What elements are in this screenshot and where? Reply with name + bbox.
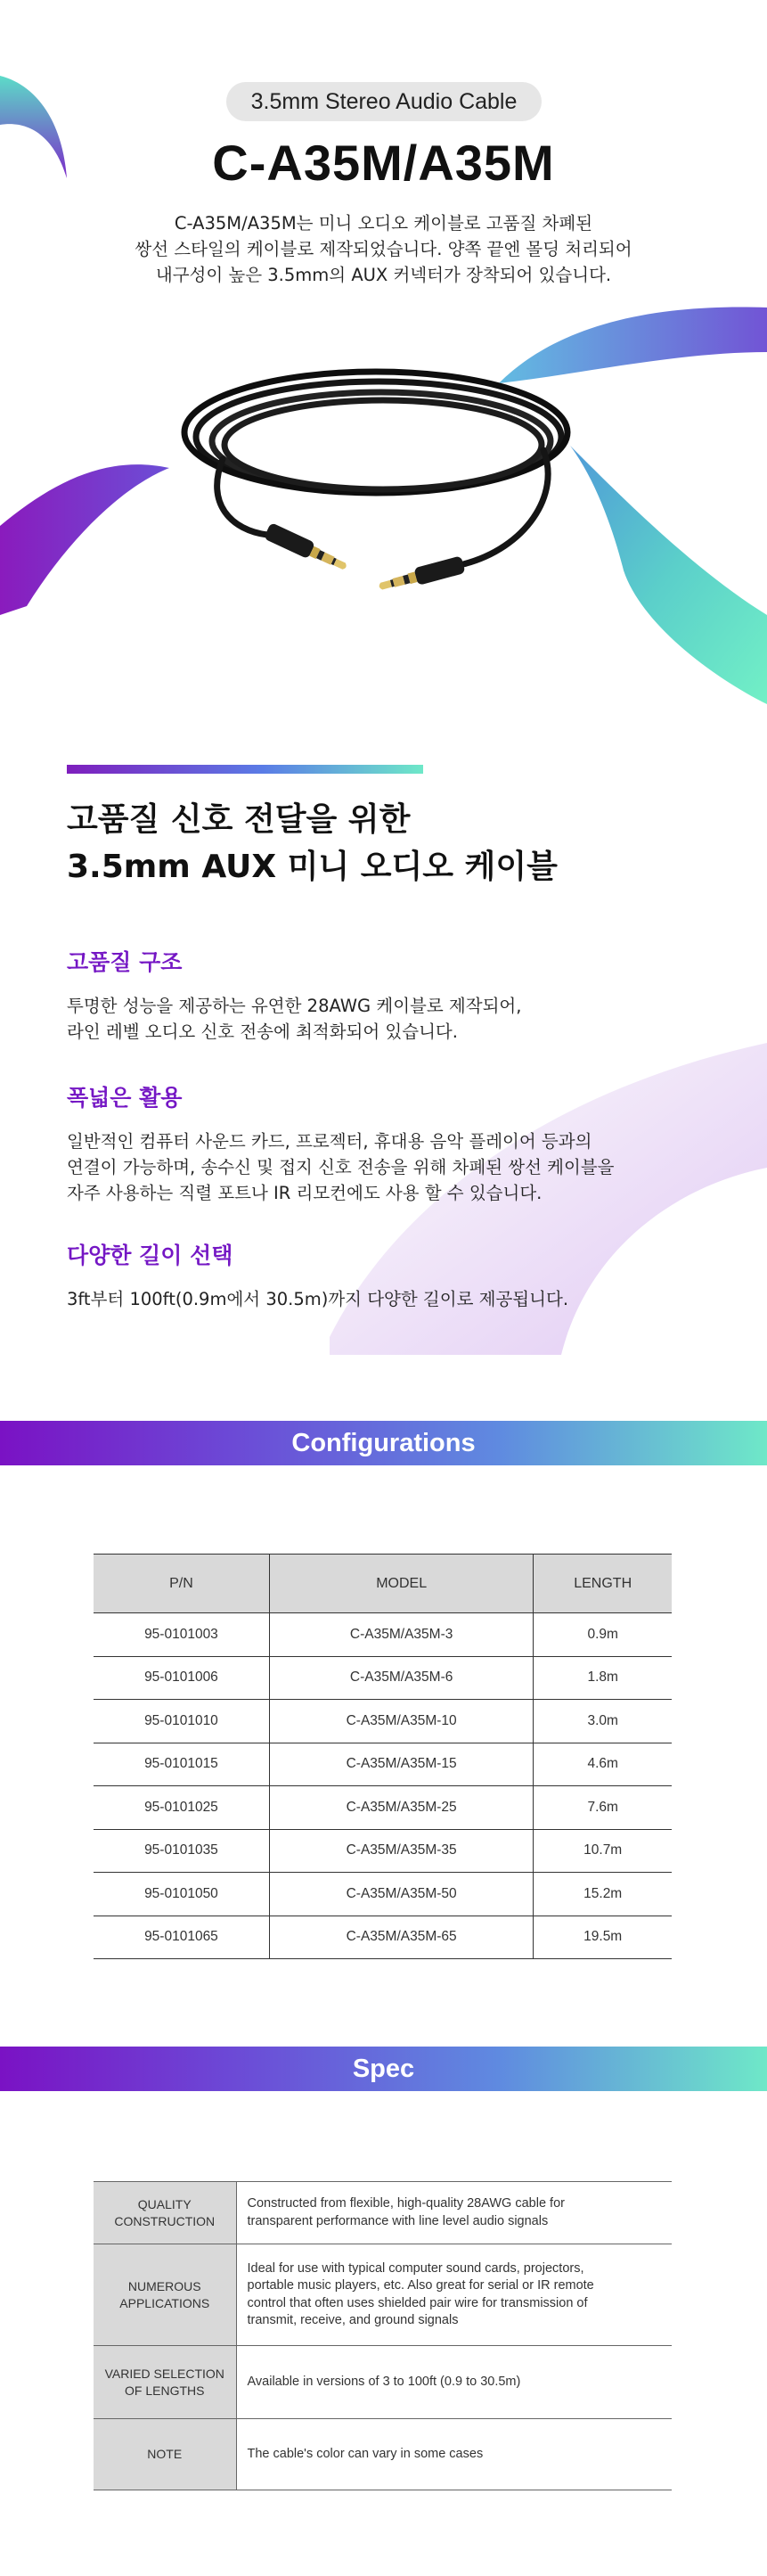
cell-model: C-A35M/A35M-15 (269, 1743, 534, 1786)
cell-pn: 95-0101065 (94, 1916, 269, 1959)
feature-line: 라인 레벨 오디오 신호 전송에 최적화되어 있습니다. (67, 1021, 458, 1042)
feature-line: 자주 사용하는 직렬 포트나 IR 리모컨에도 사용 할 수 있습니다. (67, 1183, 543, 1203)
feature-line: 연결이 가능하며, 송수신 및 접지 신호 전송을 위해 차폐된 쌍선 케이블을 (67, 1157, 615, 1177)
cell-length: 10.7m (534, 1829, 672, 1873)
table-header-row (94, 1555, 672, 1613)
intro-line: C-A35M/A35M는 미니 오디오 케이블로 고품질 차폐된 (174, 213, 593, 234)
feature-quality-construction (67, 945, 708, 1045)
table-row (94, 1916, 672, 1959)
spec-value-line: transmit, receive, and ground signals (247, 2313, 459, 2327)
table-row (94, 1700, 672, 1743)
spec-value (236, 2419, 672, 2490)
cell-model: C-A35M/A35M-65 (269, 1916, 534, 1959)
cell-model: C-A35M/A35M-50 (269, 1873, 534, 1916)
spec-label (94, 2244, 236, 2346)
spec-label-line: NOTE (147, 2447, 183, 2461)
spec-value-line: control that often uses shielded pair wire for transmission of (247, 2295, 588, 2310)
features-title (67, 796, 690, 890)
table-row (94, 1786, 672, 1830)
spec-value-line: The cable's color can vary in some cases (247, 2446, 484, 2461)
cell-length: 7.6m (534, 1786, 672, 1830)
spec-value-line: portable music players, etc. Also great for serial or IR remote (247, 2278, 594, 2293)
spec-value-line: transparent performance with line level audio signals (247, 2213, 549, 2228)
spec-label (94, 2419, 236, 2490)
features-title-line: 3.5mm AUX 미니 오디오 케이블 (67, 849, 558, 885)
cell-length: 4.6m (534, 1743, 672, 1786)
feature-heading: 고품질 구조 (67, 949, 183, 975)
cell-pn: 95-0101015 (94, 1743, 269, 1786)
spec-value (236, 2182, 672, 2244)
cell-pn: 95-0101050 (94, 1873, 269, 1916)
spec-value-line: Ideal for use with typical computer sound cards, projectors, (247, 2260, 584, 2276)
table-row (94, 1873, 672, 1916)
spec-label-line: APPLICATIONS (119, 2295, 210, 2310)
hero-section (0, 0, 767, 713)
cell-pn: 95-0101003 (94, 1613, 269, 1657)
feature-text (67, 993, 708, 1045)
cell-length: 15.2m (534, 1873, 672, 1916)
feature-wide-applications (67, 1080, 708, 1206)
spec-value-line: Available in versions of 3 to 100ft (0.9 to 30.5m) (247, 2374, 521, 2389)
cell-length: 3.0m (534, 1700, 672, 1743)
table-row (94, 1656, 672, 1700)
table-row (94, 1613, 672, 1657)
spec-label-line: OF LENGTHS (125, 2383, 205, 2398)
cell-pn: 95-0101035 (94, 1829, 269, 1873)
feature-text (67, 1286, 708, 1312)
cell-model: C-A35M/A35M-6 (269, 1656, 534, 1700)
spec-label (94, 2346, 236, 2419)
cell-model: C-A35M/A35M-35 (269, 1829, 534, 1873)
cell-model: C-A35M/A35M-10 (269, 1700, 534, 1743)
spec-label-line: VARIED SELECTION (104, 2366, 224, 2381)
cell-pn: 95-0101025 (94, 1786, 269, 1830)
spec-banner: Spec (0, 2047, 767, 2091)
table-row (94, 1743, 672, 1786)
features-title-line: 고품질 신호 전달을 위한 (67, 801, 411, 838)
product-cable-image (169, 352, 588, 615)
spec-row-note (94, 2419, 672, 2490)
spec-row-applications (94, 2244, 672, 2346)
feature-line: 3ft부터 100ft(0.9m에서 30.5m)까지 다양한 길이로 제공됩니다. (67, 1289, 569, 1309)
feature-heading: 폭넓은 활용 (67, 1085, 183, 1111)
configurations-banner: Configurations (0, 1421, 767, 1465)
column-header-model: MODEL (269, 1555, 534, 1613)
spec-row-lengths (94, 2346, 672, 2419)
model-title: C-A35M/A35M (212, 135, 555, 191)
intro-line: 쌍선 스타일의 케이블로 제작되었습니다. 양쪽 끝엔 몰딩 처리되어 (135, 239, 632, 259)
feature-length-selection (67, 1238, 708, 1312)
spec-value (236, 2244, 672, 2346)
product-category-pill: 3.5mm Stereo Audio Cable (226, 82, 542, 121)
spec-label-line: NUMEROUS (127, 2278, 201, 2293)
spec-value (236, 2346, 672, 2419)
spec-label (94, 2182, 236, 2244)
spec-label-line: QUALITY (137, 2196, 192, 2211)
cell-model: C-A35M/A35M-25 (269, 1786, 534, 1830)
spec-row-quality (94, 2182, 672, 2244)
cell-pn: 95-0101010 (94, 1700, 269, 1743)
spec-value-line: Constructed from flexible, high-quality 28AWG cable for (247, 2196, 565, 2211)
cell-length: 1.8m (534, 1656, 672, 1700)
column-header-pn: P/N (94, 1555, 269, 1613)
cell-length: 19.5m (534, 1916, 672, 1959)
feature-line: 일반적인 컴퓨터 사운드 카드, 프로젝터, 휴대용 음악 플레이어 등과의 (67, 1131, 592, 1152)
feature-text (67, 1128, 708, 1206)
cell-pn: 95-0101006 (94, 1656, 269, 1700)
feature-heading: 다양한 길이 선택 (67, 1243, 233, 1268)
configurations-table (94, 1554, 672, 1959)
table-row (94, 1829, 672, 1873)
column-header-length: LENGTH (534, 1555, 672, 1613)
features-accent-bar (67, 765, 423, 774)
cell-model: C-A35M/A35M-3 (269, 1613, 534, 1657)
right-plug (377, 555, 465, 595)
spec-table (94, 2181, 672, 2490)
cell-length: 0.9m (534, 1613, 672, 1657)
spec-label-line: CONSTRUCTION (114, 2213, 216, 2228)
intro-line: 내구성이 높은 3.5mm의 AUX 커넥터가 장착되어 있습니다. (155, 265, 612, 285)
feature-line: 투명한 성능을 제공하는 유연한 28AWG 케이블로 제작되어, (67, 996, 522, 1016)
left-plug (264, 522, 350, 575)
intro-description (89, 210, 678, 288)
